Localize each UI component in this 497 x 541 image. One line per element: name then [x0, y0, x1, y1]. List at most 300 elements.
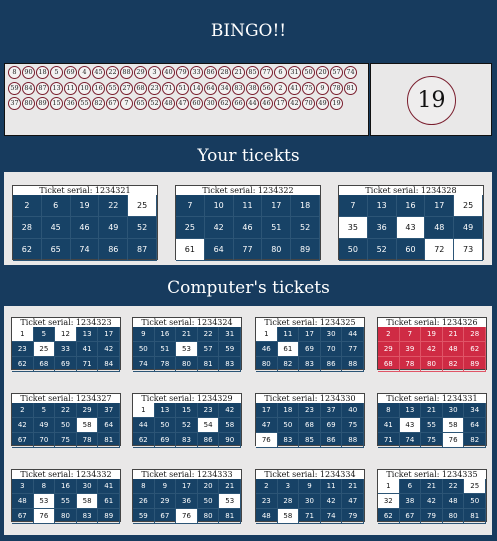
ticket	[338, 185, 484, 260]
called-number-ball: 9	[316, 82, 329, 95]
ticket-cell: 71	[299, 509, 321, 524]
called-number-ball: 51	[176, 82, 189, 95]
called-number-ball: 30	[204, 97, 217, 110]
ticket	[132, 393, 242, 446]
ticket-cell: 9	[299, 479, 321, 494]
ticket-cell-marked: 35	[339, 217, 368, 239]
called-number-ball: 20	[316, 66, 329, 79]
ticket-cell: 80	[262, 239, 291, 261]
ticket-cell: 67	[12, 433, 34, 448]
ticket-cell: 7	[176, 195, 205, 217]
called-number-ball: 7	[120, 97, 133, 110]
called-numbers-list	[8, 66, 365, 113]
called-number-ball: 65	[134, 97, 147, 110]
called-number-ball: 52	[148, 97, 161, 110]
ticket-cell: 58	[219, 418, 241, 433]
called-number-ball: 31	[288, 66, 301, 79]
ticket-cell: 17	[299, 327, 321, 342]
ticket-cell: 51	[262, 217, 291, 239]
called-number-ball: 34	[218, 82, 231, 95]
ticket-cell-marked: 72	[425, 239, 454, 261]
current-number-ball: 19	[407, 76, 456, 125]
ticket-cell: 74	[321, 509, 343, 524]
ticket	[377, 469, 487, 522]
called-number-ball: 85	[246, 66, 259, 79]
ticket	[255, 393, 365, 446]
called-number-ball: 15	[50, 97, 63, 110]
ticket-cell: 41	[77, 342, 99, 357]
called-number-ball: 84	[22, 82, 35, 95]
ticket-cell: 25	[176, 217, 205, 239]
ticket-cell-marked: 54	[198, 418, 220, 433]
called-number-ball: 19	[330, 97, 343, 110]
ticket-cell: 88	[342, 433, 364, 448]
computer-tickets-section	[4, 306, 492, 535]
ticket-cell-marked: 25	[454, 195, 483, 217]
ticket-grid	[13, 195, 157, 259]
ticket-cell: 83	[77, 509, 99, 524]
ticket-cell: 79	[421, 509, 443, 524]
ticket-grid	[378, 403, 486, 445]
ticket-cell: 69	[55, 357, 77, 372]
ticket-cell: 29	[155, 494, 177, 509]
called-number-ball: 56	[260, 82, 273, 95]
ticket-serial: Ticket serial: 1234326	[378, 318, 486, 327]
ticket-cell: 5	[34, 403, 56, 418]
ticket-cell: 50	[339, 239, 368, 261]
called-number-ball: 68	[134, 82, 147, 95]
ticket-cell: 48	[425, 217, 454, 239]
ticket-cell: 17	[262, 195, 291, 217]
ticket-cell: 83	[278, 433, 300, 448]
ticket-cell-marked: 76	[443, 433, 465, 448]
ticket-cell: 17	[98, 327, 120, 342]
ticket-cell: 9	[133, 327, 155, 342]
called-number-ball: 11	[64, 82, 77, 95]
ticket-cell: 48	[443, 494, 465, 509]
called-number-ball: 45	[92, 66, 105, 79]
ticket-cell: 59	[219, 342, 241, 357]
ticket-cell: 71	[378, 433, 400, 448]
ticket-cell: 80	[176, 357, 198, 372]
ticket-cell: 80	[256, 357, 278, 372]
ticket-cell: 40	[342, 403, 364, 418]
ticket-cell: 13	[77, 327, 99, 342]
ticket-cell-marked: 32	[378, 494, 400, 509]
called-number-ball: 59	[8, 82, 21, 95]
called-number-ball: 23	[148, 82, 161, 95]
ticket-grid	[12, 327, 120, 369]
ticket-cell: 52	[291, 217, 320, 239]
ticket-cell: 78	[155, 357, 177, 372]
ticket-cell: 2	[378, 327, 400, 342]
ticket-serial: Ticket serial: 1234328	[339, 186, 483, 195]
called-number-ball: 28	[218, 66, 231, 79]
ticket-cell: 8	[378, 403, 400, 418]
ticket-cell: 67	[12, 509, 34, 524]
ticket-cell: 88	[342, 357, 364, 372]
ticket-cell: 75	[421, 433, 443, 448]
ticket-cell: 16	[55, 479, 77, 494]
ticket-grid	[378, 479, 486, 521]
ticket-cell: 21	[342, 479, 364, 494]
ticket-cell: 67	[155, 509, 177, 524]
ticket-cell: 2	[256, 479, 278, 494]
called-number-ball: 74	[344, 66, 357, 79]
ticket-cell: 31	[219, 327, 241, 342]
ticket-cell: 80	[55, 509, 77, 524]
ticket-cell: 44	[133, 418, 155, 433]
ticket-cell-marked: 73	[454, 239, 483, 261]
called-number-ball: 80	[22, 97, 35, 110]
ticket-cell: 82	[443, 357, 465, 372]
ticket-cell: 69	[299, 342, 321, 357]
ticket-cell: 28	[278, 494, 300, 509]
ticket-cell: 89	[464, 357, 486, 372]
ticket-cell: 86	[321, 357, 343, 372]
ticket-serial: Ticket serial: 1234327	[12, 394, 120, 403]
ticket-cell: 52	[176, 418, 198, 433]
ticket-cell: 5	[34, 327, 56, 342]
called-number-ball: 75	[302, 82, 315, 95]
ticket-cell: 75	[342, 418, 364, 433]
ticket-cell: 23	[299, 403, 321, 418]
called-number-ball: 8	[8, 66, 21, 79]
called-number-ball: 87	[36, 82, 49, 95]
ticket-cell: 18	[291, 195, 320, 217]
ticket-cell: 68	[299, 418, 321, 433]
ticket-cell: 49	[34, 418, 56, 433]
ticket-cell: 69	[321, 418, 343, 433]
called-number-ball: 17	[274, 97, 287, 110]
ticket-cell-marked: 1	[378, 479, 400, 494]
ticket-cell: 80	[198, 509, 220, 524]
ticket-cell: 2	[12, 403, 34, 418]
ticket-cell: 30	[299, 494, 321, 509]
ticket-serial: Ticket serial: 1234321	[13, 186, 157, 195]
ticket-cell: 83	[219, 357, 241, 372]
ticket-cell: 34	[464, 403, 486, 418]
ticket-cell-marked: 53	[34, 494, 56, 509]
ticket-grid	[133, 403, 241, 445]
called-number-ball: 47	[176, 97, 189, 110]
ticket-cell: 17	[256, 403, 278, 418]
ticket-cell: 78	[400, 357, 422, 372]
ticket-cell: 50	[464, 494, 486, 509]
ticket-cell: 46	[71, 217, 100, 239]
ticket-cell: 23	[12, 342, 34, 357]
ticket-cell: 74	[71, 239, 100, 261]
ticket-cell: 59	[133, 509, 155, 524]
called-number-ball: 48	[162, 97, 175, 110]
ticket-grid	[256, 327, 364, 369]
called-number-ball: 44	[246, 97, 259, 110]
ticket-cell: 13	[400, 403, 422, 418]
called-number-ball: 78	[330, 82, 343, 95]
ticket-cell-marked: 1	[256, 327, 278, 342]
ticket-cell: 22	[198, 327, 220, 342]
ticket-cell: 90	[219, 433, 241, 448]
ticket-grid	[133, 479, 241, 521]
ticket-cell: 67	[400, 509, 422, 524]
called-number-ball: 71	[162, 82, 175, 95]
called-number-ball: 27	[120, 82, 133, 95]
ticket-cell-marked: 53	[176, 342, 198, 357]
ticket-cell: 89	[291, 239, 320, 261]
ticket-cell: 74	[400, 433, 422, 448]
ticket-cell: 19	[71, 195, 100, 217]
ticket-cell: 51	[155, 342, 177, 357]
ticket-cell: 83	[299, 357, 321, 372]
ticket	[255, 317, 365, 370]
ticket-cell: 33	[55, 342, 77, 357]
ticket-cell: 29	[77, 403, 99, 418]
called-number-ball: 66	[232, 97, 245, 110]
ticket	[255, 469, 365, 522]
ticket-serial: Ticket serial: 1234329	[133, 394, 241, 403]
called-number-ball: 55	[106, 82, 119, 95]
ticket-cell: 50	[278, 418, 300, 433]
ticket-cell: 50	[198, 494, 220, 509]
ticket-cell: 65	[42, 239, 71, 261]
ticket-cell: 52	[128, 217, 157, 239]
ticket-cell: 30	[77, 479, 99, 494]
ticket-cell: 86	[198, 433, 220, 448]
ticket-cell-marked: 25	[464, 479, 486, 494]
ticket-cell: 16	[155, 327, 177, 342]
ticket-cell: 22	[99, 195, 128, 217]
ticket-cell: 81	[198, 357, 220, 372]
your-tickets-section	[4, 172, 492, 265]
ticket-cell: 28	[464, 327, 486, 342]
ticket-cell-marked: 61	[176, 239, 205, 261]
ticket-cell: 3	[278, 479, 300, 494]
called-number-ball: 5	[50, 66, 63, 79]
called-number-ball: 29	[134, 66, 147, 79]
ticket-cell: 50	[133, 342, 155, 357]
called-number-ball: 64	[204, 82, 217, 95]
ticket	[11, 317, 121, 370]
ticket-cell: 84	[98, 357, 120, 372]
ticket-cell: 68	[378, 357, 400, 372]
ticket-cell: 22	[443, 479, 465, 494]
ticket-cell: 48	[12, 494, 34, 509]
ticket	[175, 185, 321, 260]
called-number-ball: 33	[190, 66, 203, 79]
ticket-cell: 87	[128, 239, 157, 261]
ticket-cell: 21	[421, 479, 443, 494]
called-number-ball: 69	[64, 66, 77, 79]
called-number-ball: 67	[106, 97, 119, 110]
called-number-ball: 16	[92, 82, 105, 95]
ticket-serial: Ticket serial: 1234330	[256, 394, 364, 403]
ticket-grid	[176, 195, 320, 259]
ticket-cell-marked: 43	[397, 217, 426, 239]
ticket-cell: 18	[278, 403, 300, 418]
ticket-cell: 49	[99, 217, 128, 239]
ticket-cell: 17	[425, 195, 454, 217]
ticket-serial: Ticket serial: 1234322	[176, 186, 320, 195]
ticket-grid	[378, 327, 486, 369]
ticket-serial: Ticket serial: 1234324	[133, 318, 241, 327]
called-number-ball: 42	[288, 97, 301, 110]
ticket-cell-marked: 76	[34, 509, 56, 524]
ticket-cell: 52	[368, 239, 397, 261]
ticket-cell: 3	[12, 479, 34, 494]
called-number-ball: 49	[316, 97, 329, 110]
ticket-cell: 21	[443, 327, 465, 342]
called-number-ball: 18	[36, 66, 49, 79]
ticket-cell: 46	[256, 342, 278, 357]
ticket-cell: 36	[176, 494, 198, 509]
ticket-cell: 37	[321, 403, 343, 418]
ticket-grid	[256, 403, 364, 445]
ticket-cell-marked: 1	[133, 403, 155, 418]
ticket-cell: 48	[443, 342, 465, 357]
ticket-cell: 44	[342, 327, 364, 342]
called-number-ball: 10	[78, 82, 91, 95]
ticket-cell: 26	[133, 494, 155, 509]
called-number-ball: 14	[190, 82, 203, 95]
ticket-cell-marked: 76	[256, 433, 278, 448]
called-number-ball: 79	[176, 66, 189, 79]
ticket-cell: 30	[321, 327, 343, 342]
ticket-cell: 21	[421, 403, 443, 418]
your-tickets-title: Your ticekts	[197, 146, 300, 166]
ticket-cell: 39	[400, 342, 422, 357]
ticket-cell: 42	[98, 342, 120, 357]
ticket-serial: Ticket serial: 1234325	[256, 318, 364, 327]
called-number-ball: 3	[148, 66, 161, 79]
ticket-cell: 69	[155, 433, 177, 448]
called-number-ball: 50	[302, 66, 315, 79]
ticket-cell: 55	[421, 418, 443, 433]
called-number-ball: 70	[302, 97, 315, 110]
ticket-cell: 50	[55, 418, 77, 433]
called-number-ball: 37	[8, 97, 21, 110]
ticket	[377, 393, 487, 446]
ticket-cell: 17	[176, 479, 198, 494]
ticket-cell: 42	[219, 403, 241, 418]
ticket-cell: 15	[176, 403, 198, 418]
ticket-cell: 62	[133, 433, 155, 448]
ticket-cell-marked: 12	[55, 327, 77, 342]
ticket-cell: 70	[321, 342, 343, 357]
ticket-cell: 37	[98, 403, 120, 418]
ticket	[12, 185, 158, 260]
winning-ticket	[377, 317, 487, 370]
ticket-cell: 16	[397, 195, 426, 217]
ticket-cell-marked: 43	[400, 418, 422, 433]
called-number-ball: 88	[120, 66, 133, 79]
ticket-cell: 41	[98, 479, 120, 494]
ticket-cell-marked: 58	[278, 509, 300, 524]
ticket-cell: 23	[198, 403, 220, 418]
ticket-cell: 75	[55, 433, 77, 448]
called-number-ball: 13	[50, 82, 63, 95]
ticket-cell-marked: 76	[176, 509, 198, 524]
ticket-cell: 62	[12, 357, 34, 372]
ticket-cell: 62	[464, 342, 486, 357]
ticket-cell: 41	[378, 418, 400, 433]
called-numbers-panel	[4, 63, 369, 136]
ticket-cell: 19	[421, 327, 443, 342]
ticket-cell-marked: 25	[34, 342, 56, 357]
ticket-cell: 42	[205, 217, 234, 239]
ticket-cell: 22	[55, 403, 77, 418]
ticket-serial: Ticket serial: 1234335	[378, 470, 486, 479]
ticket	[132, 469, 242, 522]
ticket-cell: 20	[198, 479, 220, 494]
ticket-serial: Ticket serial: 1234332	[12, 470, 120, 479]
called-number-ball: 4	[78, 66, 91, 79]
ticket-cell: 47	[342, 494, 364, 509]
ticket-cell: 62	[13, 239, 42, 261]
called-number-ball: 36	[64, 97, 77, 110]
ticket-cell: 23	[256, 494, 278, 509]
ticket-cell: 64	[464, 418, 486, 433]
ticket-cell: 83	[176, 433, 198, 448]
ticket-cell: 48	[256, 509, 278, 524]
ticket-cell: 45	[42, 217, 71, 239]
called-number-ball: 41	[288, 82, 301, 95]
ticket-cell: 11	[278, 327, 300, 342]
current-number-panel	[370, 63, 492, 136]
ticket-cell: 81	[98, 433, 120, 448]
ticket-grid	[133, 327, 241, 369]
ticket	[11, 469, 121, 522]
ticket-cell: 81	[464, 509, 486, 524]
ticket-cell: 60	[397, 239, 426, 261]
called-number-ball: 86	[204, 66, 217, 79]
ticket-cell-marked: 61	[278, 342, 300, 357]
ticket-cell: 85	[299, 433, 321, 448]
ticket-cell: 13	[368, 195, 397, 217]
ticket-cell: 10	[205, 195, 234, 217]
ticket-cell: 80	[443, 509, 465, 524]
ticket-cell: 49	[454, 217, 483, 239]
called-number-ball: 81	[344, 82, 357, 95]
ticket-cell: 11	[321, 479, 343, 494]
ticket-cell: 2	[13, 195, 42, 217]
ticket-cell: 50	[155, 418, 177, 433]
called-number-ball: 38	[246, 82, 259, 95]
called-number-ball: 82	[92, 97, 105, 110]
ticket-cell: 46	[234, 217, 263, 239]
computer-tickets-title: Computer's tickets	[167, 278, 330, 298]
ticket-cell: 57	[198, 342, 220, 357]
ticket-cell: 62	[378, 509, 400, 524]
ticket-cell: 70	[34, 433, 56, 448]
called-number-ball: 2	[274, 82, 287, 95]
ticket-cell: 71	[77, 357, 99, 372]
ticket-cell: 42	[421, 494, 443, 509]
ticket-grid	[339, 195, 483, 259]
ticket-cell: 42	[12, 418, 34, 433]
ticket-cell: 8	[34, 479, 56, 494]
ticket-cell: 9	[155, 479, 177, 494]
ticket-cell: 78	[77, 433, 99, 448]
ticket-cell: 42	[321, 494, 343, 509]
ticket-cell: 64	[98, 418, 120, 433]
ticket-cell-marked: 53	[219, 494, 241, 509]
ticket-cell: 68	[34, 357, 56, 372]
called-number-ball: 89	[36, 97, 49, 110]
called-number-ball: 40	[162, 66, 175, 79]
ticket-grid	[12, 403, 120, 445]
ticket-cell: 82	[464, 433, 486, 448]
ticket-cell-marked: 58	[77, 418, 99, 433]
